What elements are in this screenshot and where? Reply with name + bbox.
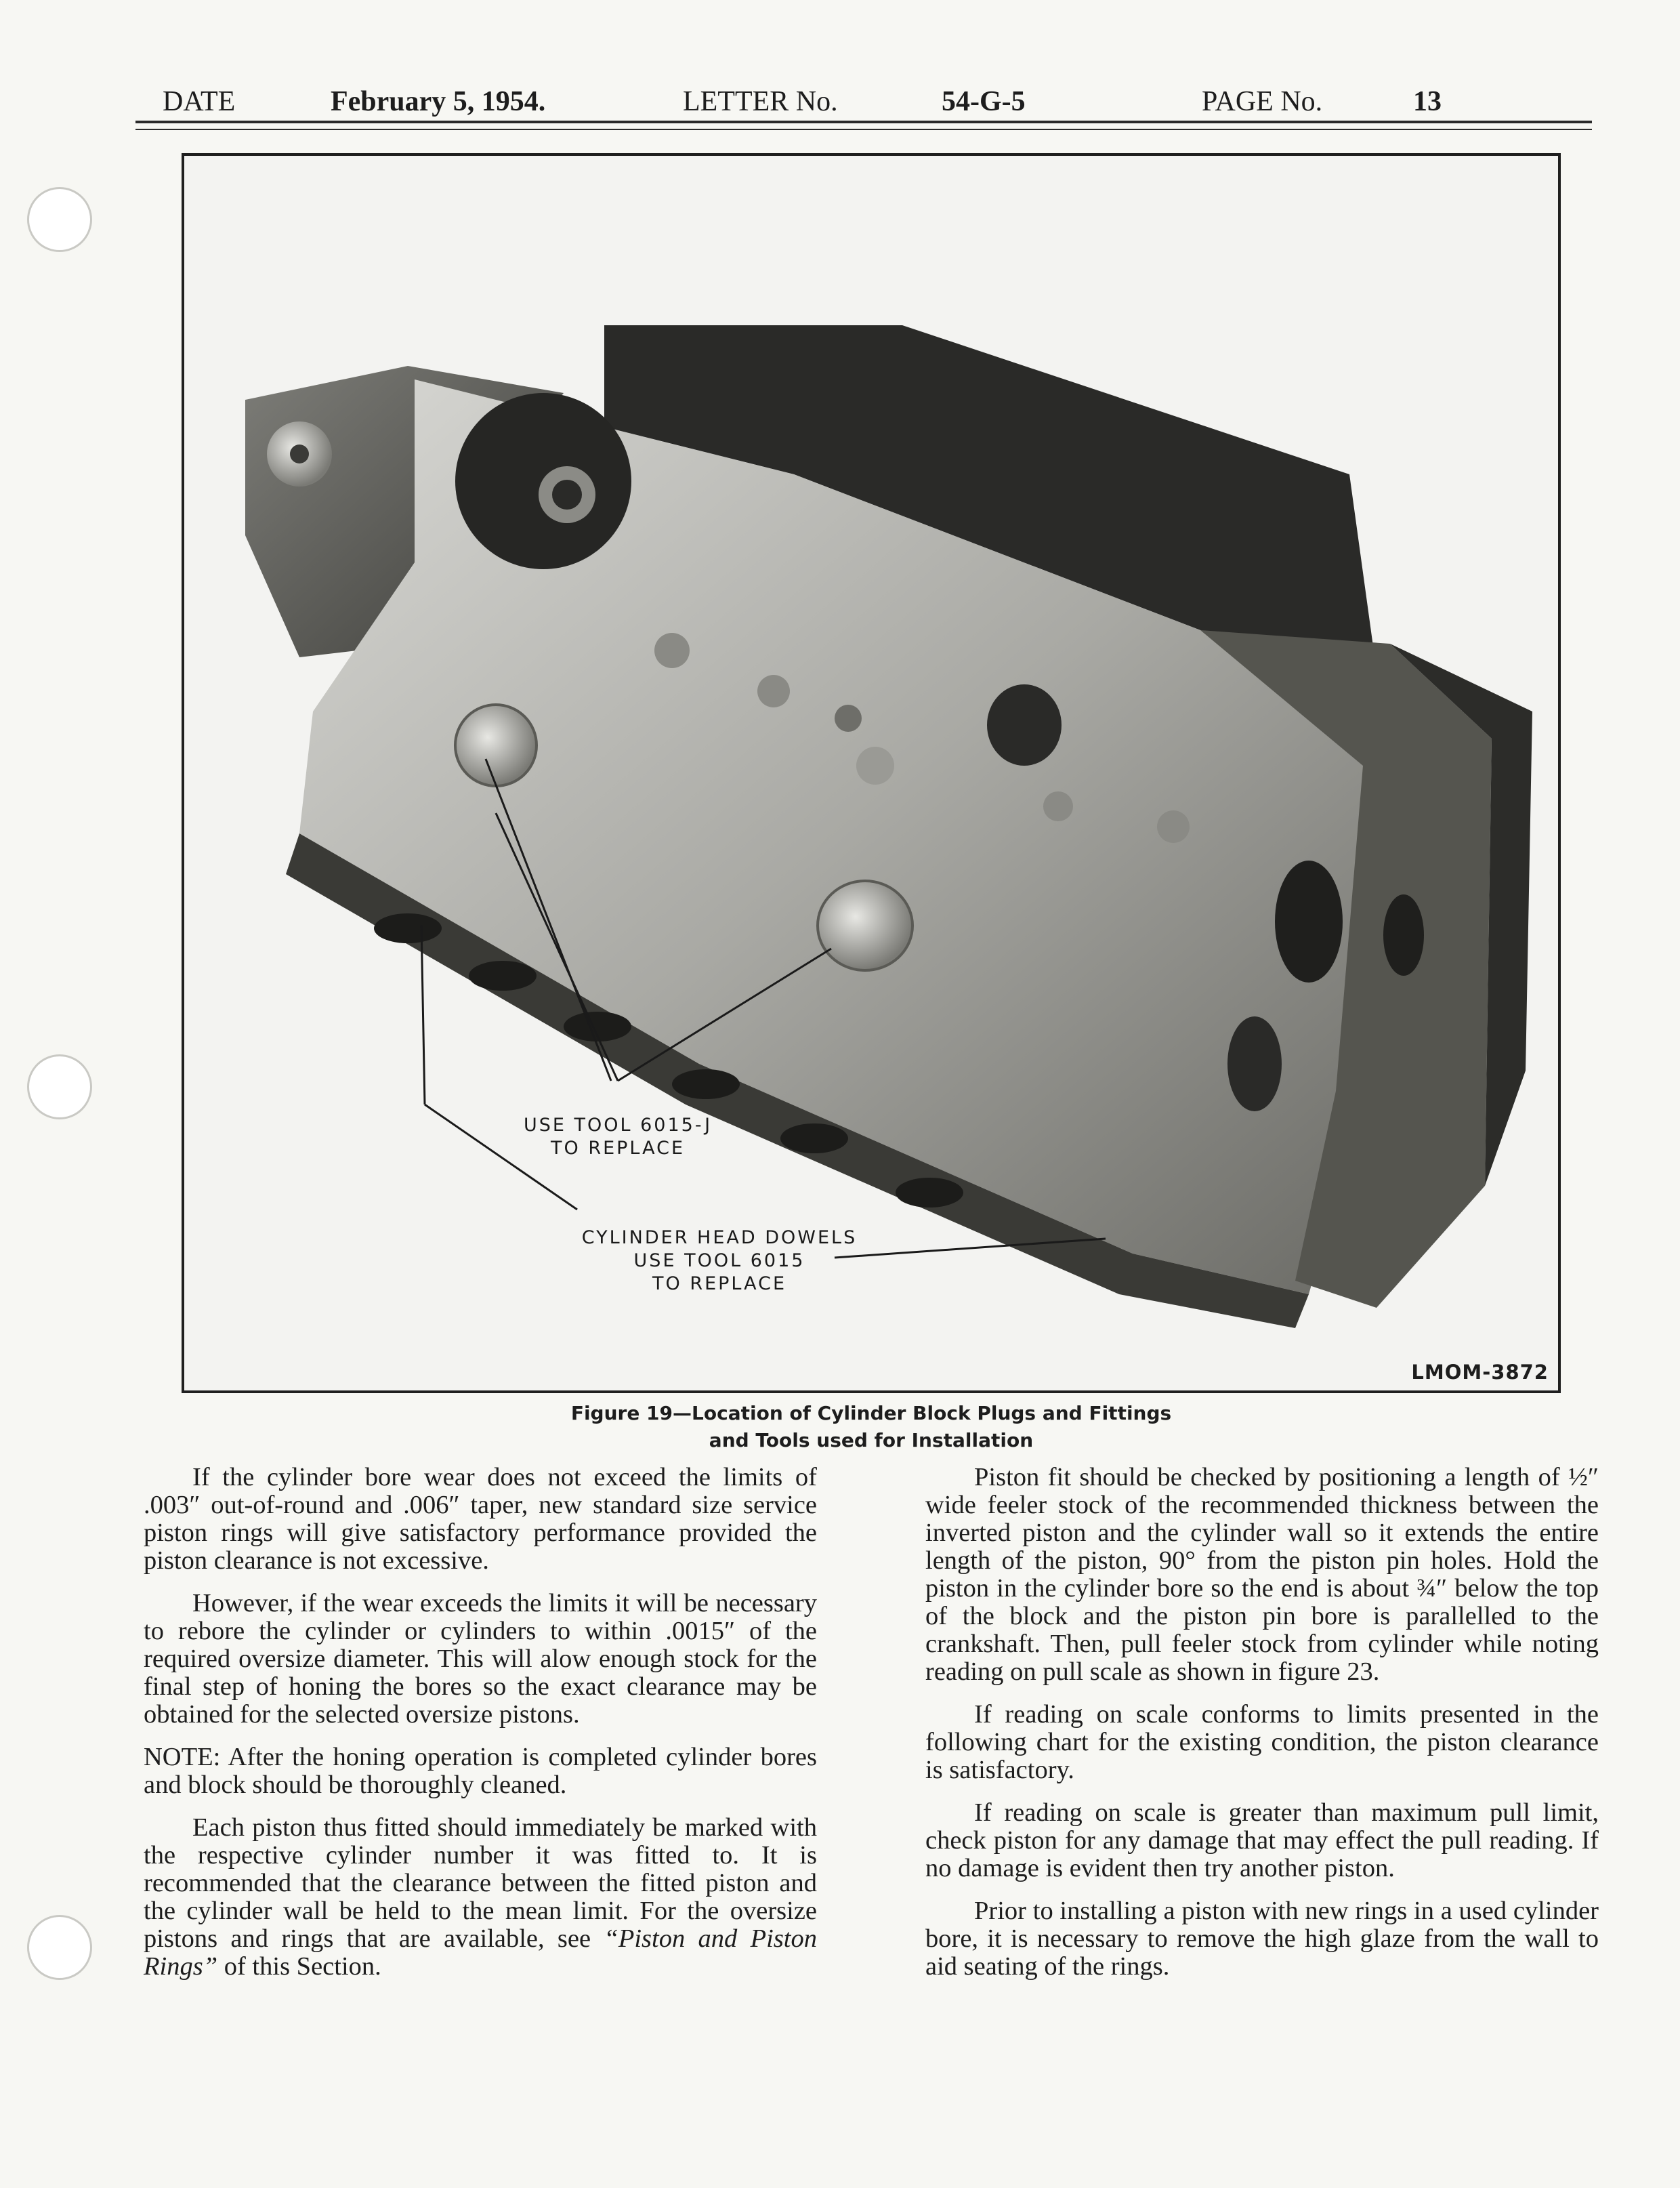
- figure-caption-line2: and Tools used for Installation: [709, 1429, 1034, 1451]
- figure-code: LMOM-3872: [1411, 1361, 1549, 1384]
- page-label: PAGE No.: [1202, 86, 1323, 117]
- date-label: DATE: [163, 86, 236, 117]
- header-rule-thin: [135, 129, 1592, 130]
- callout-tool-6015j-line2: TO REPLACE: [551, 1138, 685, 1159]
- callout-dowels: [577, 1226, 862, 1296]
- page-value: 13: [1413, 86, 1442, 117]
- paragraph-note: NOTE: After the honing operation is completed cylinder bores and block should be thoroughly cleaned.: [144, 1743, 817, 1799]
- callout-dowels-line1: CYLINDER HEAD DOWELS: [581, 1227, 858, 1248]
- figure-caption-line1: Figure 19—Location of Cylinder Block Plugs and Fittings: [570, 1402, 1172, 1424]
- date-value: February 5, 1954.: [331, 86, 546, 117]
- paragraph-piston-fit: Piston fit should be checked by positioning a length of ½″ wide feeler stock of the recommended thickness between the inverted piston and the cylinder wall so it extends the entire length of the piston, 90° from the piston pin holes. Hold the piston in the cylinder bore so the end is about ¾″ below the top of the block and the piston pin bore is parallelled to the crankshaft. Then, pull feeler stock from cylinder while noting reading on pull scale as shown in figure 23.: [925, 1463, 1599, 1686]
- piston-marking-text: Each piston thus fitted should immediately be marked with the respective cylinder number it was fitted to. It is recommended that the clearance between the fitted piston and the cylinder wall be held to the mean limit. For the oversize pistons and rings that are available, see: [144, 1813, 817, 1953]
- letter-value: 54-G-5: [942, 86, 1026, 117]
- letter-label: LETTER No.: [683, 86, 838, 117]
- paragraph-wear-limits: If the cylinder bore wear does not exceed the limits of .003″ out-of-round and .006″ taper, new standard size service piston rings will give satisfactory performance provided the piston clearance is not excessive.: [144, 1463, 817, 1575]
- header-rule: [135, 121, 1592, 123]
- punch-hole-middle: [27, 1054, 92, 1119]
- paragraph-scale-greater: If reading on scale is greater than maximum pull limit, check piston for any damage that may effect the pull reading. If no damage is evident then try another piston.: [925, 1798, 1599, 1882]
- engine-block-illustration: [184, 156, 1558, 1390]
- callout-tool-6015j-line1: USE TOOL 6015-J: [523, 1115, 713, 1136]
- callout-tool-6015j: [442, 1114, 794, 1160]
- piston-marking-tail: of this Section.: [224, 1952, 381, 1981]
- callout-dowels-line2: USE TOOL 6015: [633, 1250, 805, 1271]
- figure-caption: [182, 1400, 1561, 1454]
- punch-hole-bottom: [27, 1915, 92, 1980]
- punch-hole-top: [27, 187, 92, 252]
- callout-dowels-line3: TO REPLACE: [652, 1273, 786, 1294]
- paragraph-remove-glaze: Prior to installing a piston with new rings in a used cylinder bore, it is necessary to remove the high glaze from the wall to aid seating of the rings.: [925, 1897, 1599, 1981]
- section-reference: “Piston and Piston Rings”: [144, 1924, 817, 1981]
- right-text-column: [925, 1464, 1599, 1996]
- paragraph-piston-marking: [144, 1814, 817, 1981]
- paragraph-scale-conforms: If reading on scale conforms to limits presented in the following chart for the existing condition, the piston clearance is satisfactory.: [925, 1700, 1599, 1784]
- figure-19: [182, 153, 1561, 1393]
- paragraph-rebore: However, if the wear exceeds the limits it will be necessary to rebore the cylinder or cylinders to within .0015″ of the required oversize diameter. This will alow enough stock for the final step of honing the bores so the exact clearance may be obtained for the selected oversize pistons.: [144, 1589, 817, 1729]
- left-text-column: [144, 1464, 817, 1996]
